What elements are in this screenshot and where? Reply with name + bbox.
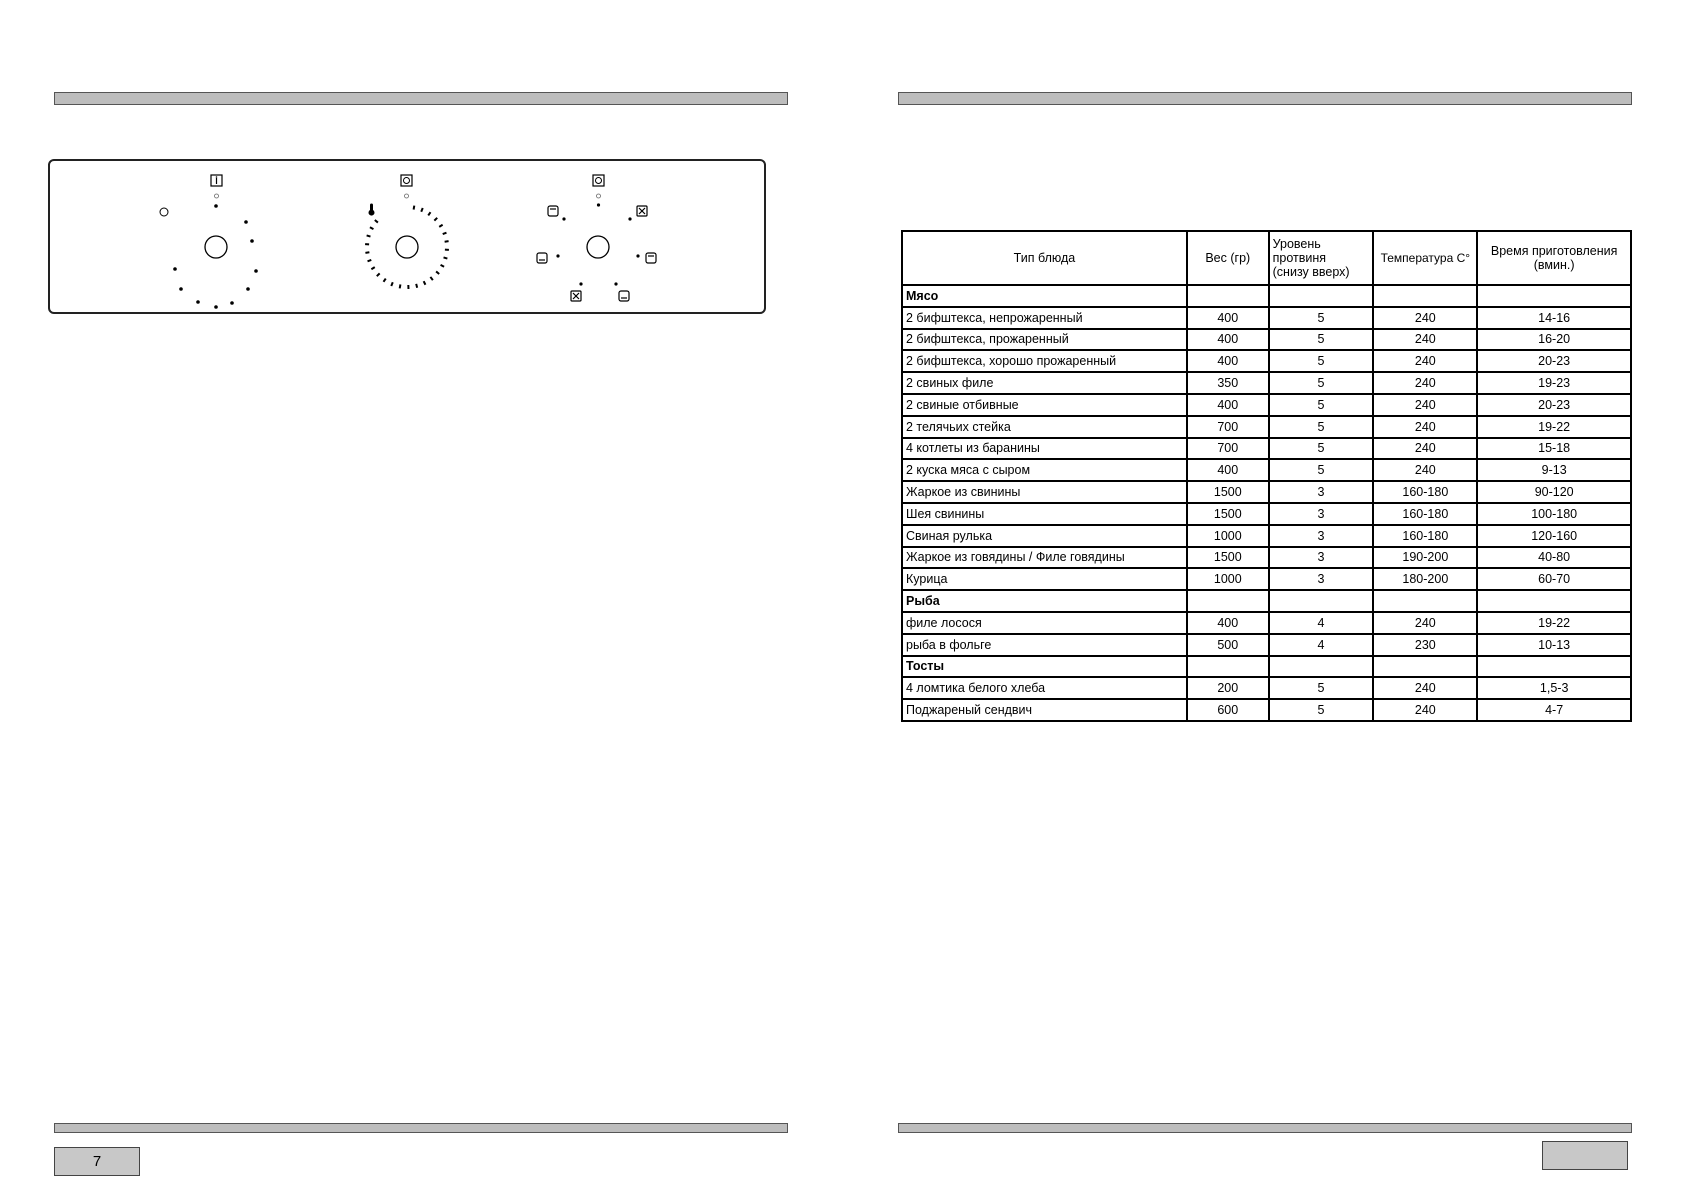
category-row [902,656,1631,678]
cell-weight: 400 [1187,350,1269,372]
table-row [902,459,1631,481]
cell-time: 100-180 [1477,503,1631,525]
header-time-line: Время приготовления [1490,244,1618,258]
empty-cell [1187,590,1269,612]
oven-light-icon [619,291,629,301]
cell-weight: 1500 [1187,503,1269,525]
cell-temp: 240 [1373,438,1477,460]
cell-time: 16-20 [1477,329,1631,351]
cell-weight: 400 [1187,459,1269,481]
cell-weight: 1500 [1187,481,1269,503]
cell-temp: 240 [1373,350,1477,372]
header-weight: Вес (гр) [1187,231,1269,285]
empty-cell [1477,656,1631,678]
right-bottom-bar [898,1123,1632,1133]
cell-temp: 230 [1373,634,1477,656]
cell-temp: 240 [1373,677,1477,699]
cell-weight: 600 [1187,699,1269,721]
table-row [902,394,1631,416]
cell-dish: 4 котлеты из баранины [902,438,1187,460]
category-row [902,590,1631,612]
cell-level: 3 [1269,547,1374,569]
cell-dish: Шея свинины [902,503,1187,525]
cell-time: 4-7 [1477,699,1631,721]
cell-level: 3 [1269,568,1374,590]
cell-dish: 2 куска мяса с сыром [902,459,1187,481]
table-row [902,677,1631,699]
header-level-line: Уровень [1272,237,1321,251]
cell-level: 4 [1269,634,1374,656]
cell-dish: 2 свиные отбивные [902,394,1187,416]
cell-temp: 240 [1373,394,1477,416]
category-title: Мясо [902,285,1187,307]
cell-weight: 1500 [1187,547,1269,569]
cell-temp: 240 [1373,372,1477,394]
cell-time: 19-23 [1477,372,1631,394]
cell-dish: Жаркое из говядины / Филе говядины [902,547,1187,569]
cell-temp: 180-200 [1373,568,1477,590]
empty-cell [1269,590,1374,612]
header-time [1477,231,1631,285]
cell-temp: 160-180 [1373,525,1477,547]
table-row [902,699,1631,721]
cell-dish: 2 бифштекса, прожаренный [902,329,1187,351]
mode-knob [537,175,656,301]
header-temperature: Температура С° [1373,231,1477,285]
cell-dish: 4 ломтика белого хлеба [902,677,1187,699]
table-row [902,438,1631,460]
cell-level: 5 [1269,394,1374,416]
cell-dish: Жаркое из свинины [902,481,1187,503]
cell-weight: 400 [1187,612,1269,634]
cell-level: 3 [1269,503,1374,525]
cell-level: 5 [1269,416,1374,438]
header-level [1269,231,1374,285]
category-title: Тосты [902,656,1187,678]
cell-level: 5 [1269,372,1374,394]
thermometer-icon [369,204,375,216]
cell-weight: 350 [1187,372,1269,394]
cell-time: 120-160 [1477,525,1631,547]
table-row [902,634,1631,656]
cell-temp: 240 [1373,699,1477,721]
zero-circle-icon [401,175,412,186]
cell-dish: рыба в фольге [902,634,1187,656]
cell-time: 60-70 [1477,568,1631,590]
cell-weight: 400 [1187,307,1269,329]
cell-time: 40-80 [1477,547,1631,569]
cell-level: 5 [1269,329,1374,351]
cell-dish: 2 бифштекса, хорошо прожаренный [902,350,1187,372]
empty-cell [1269,285,1374,307]
cell-level: 4 [1269,612,1374,634]
empty-cell [1373,656,1477,678]
knob-center [205,236,227,258]
knob-center [587,236,609,258]
left-page-number [54,1147,140,1176]
control-panel-drawing [50,161,768,316]
empty-cell [1477,285,1631,307]
cell-temp: 240 [1373,612,1477,634]
header-time-line: (вмин.) [1533,258,1575,272]
cell-dish: 2 бифштекса, непрожаренный [902,307,1187,329]
cell-temp: 240 [1373,329,1477,351]
category-row [902,285,1631,307]
temperature-knob [365,175,449,289]
cell-dish: Свиная рулька [902,525,1187,547]
cell-level: 5 [1269,307,1374,329]
table-body [902,285,1631,721]
header-level-line: протвиня [1272,251,1327,265]
cell-weight: 1000 [1187,525,1269,547]
header-dish: Тип блюда [902,231,1187,285]
table-row [902,307,1631,329]
table-header-row [902,231,1631,285]
cell-temp: 240 [1373,416,1477,438]
cell-level: 5 [1269,699,1374,721]
cell-time: 19-22 [1477,612,1631,634]
table-row [902,525,1631,547]
cell-dish: Поджареный сендвич [902,699,1187,721]
cell-level: 5 [1269,677,1374,699]
right-page-number [1542,1141,1628,1170]
cell-time: 90-120 [1477,481,1631,503]
cell-weight: 500 [1187,634,1269,656]
table-row [902,503,1631,525]
cell-weight: 200 [1187,677,1269,699]
header-level-line: (снизу вверх) [1272,265,1350,279]
cell-level: 3 [1269,481,1374,503]
cell-level: 5 [1269,350,1374,372]
right-top-bar [898,92,1632,105]
left-bottom-bar [54,1123,788,1133]
cell-weight: 700 [1187,416,1269,438]
table-row [902,372,1631,394]
cooking-table [901,230,1632,722]
circle-mark-icon [160,208,168,216]
cell-dish: филе лосося [902,612,1187,634]
cell-temp: 240 [1373,307,1477,329]
cell-level: 5 [1269,459,1374,481]
cell-weight: 700 [1187,438,1269,460]
empty-cell [1373,590,1477,612]
cell-dish: Курица [902,568,1187,590]
cell-level: 5 [1269,438,1374,460]
cell-dish: 2 телячьих стейка [902,416,1187,438]
cell-level: 3 [1269,525,1374,547]
empty-cell [1373,285,1477,307]
cell-temp: 240 [1373,459,1477,481]
oven-conventional-icon [646,253,656,263]
table-row [902,568,1631,590]
cell-weight: 1000 [1187,568,1269,590]
oven-bottom-heat-icon [537,253,547,263]
oven-top-heat-icon [548,206,558,216]
table-row [902,329,1631,351]
table-row [902,350,1631,372]
cell-dish: 2 свиных филе [902,372,1187,394]
table-row [902,416,1631,438]
cell-temp: 190-200 [1373,547,1477,569]
cell-time: 19-22 [1477,416,1631,438]
cell-temp: 160-180 [1373,503,1477,525]
empty-cell [1187,656,1269,678]
empty-cell [1477,590,1631,612]
empty-cell [1269,656,1374,678]
table-row [902,481,1631,503]
cell-time: 10-13 [1477,634,1631,656]
cell-time: 1,5-3 [1477,677,1631,699]
page-number-text: 7 [92,1153,102,1170]
cell-weight: 400 [1187,329,1269,351]
cell-time: 20-23 [1477,394,1631,416]
zero-circle-icon [593,175,604,186]
knob-center [396,236,418,258]
oven-control-panel [48,159,766,314]
table-row [902,547,1631,569]
cell-time: 20-23 [1477,350,1631,372]
cell-time: 14-16 [1477,307,1631,329]
left-top-bar [54,92,788,105]
empty-cell [1187,285,1269,307]
cell-time: 15-18 [1477,438,1631,460]
function-knob [160,175,258,309]
cell-weight: 400 [1187,394,1269,416]
cell-temp: 160-180 [1373,481,1477,503]
category-title: Рыба [902,590,1187,612]
table-row [902,612,1631,634]
cell-time: 9-13 [1477,459,1631,481]
